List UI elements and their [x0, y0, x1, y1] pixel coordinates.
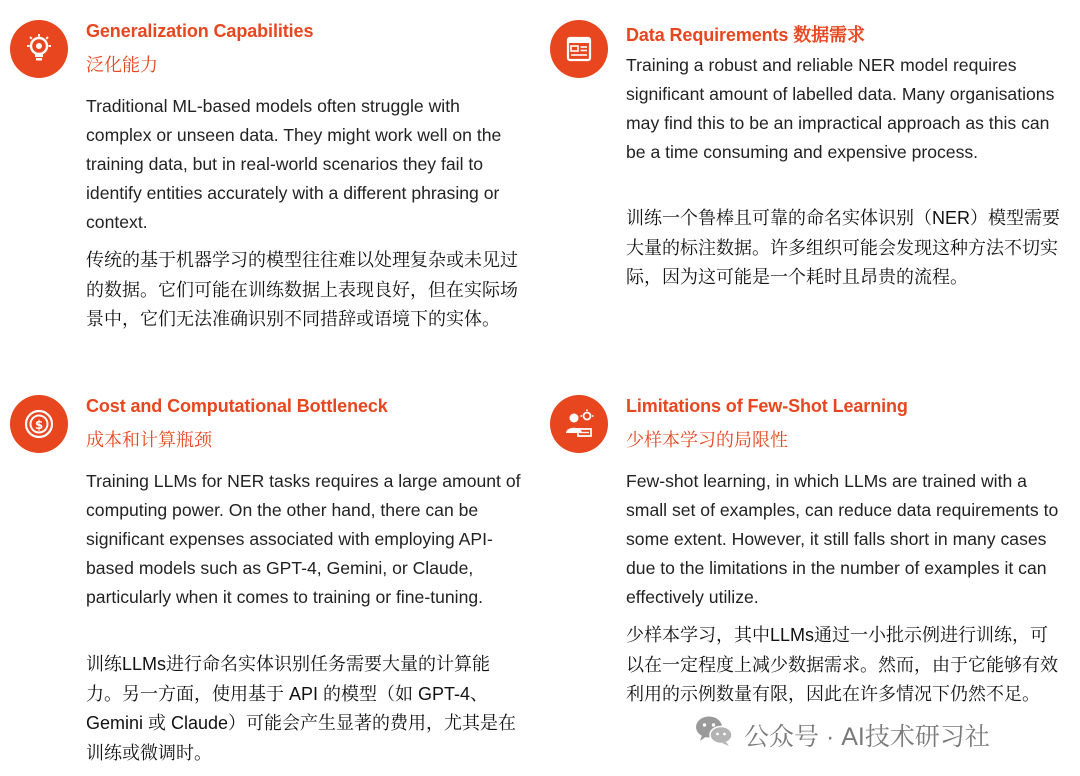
learner-idea-icon [550, 395, 608, 453]
dollar-target-icon [10, 395, 68, 453]
card-body-en: Few-shot learning, in which LLMs are trained with a small set of examples, can reduce data requirements to some extent. However, it still falls short in many cases due to the limitations in the number of examples it can effectively utilize. [626, 471, 1059, 607]
card-title-en: Cost and Computational Bottleneck [86, 396, 388, 416]
card-body-zh: 训练一个鲁棒且可靠的命名实体识别（NER）模型需要大量的标注数据。许多组织可能会发现这种方法不切实际，因为这可能是一个耗时且昂贵的流程。 [626, 208, 1061, 287]
card-body-zh: 少样本学习，其中LLMs通过一小批示例进行训练，可以在一定程度上减少数据需求。然而，由于它能够有效利用的示例数量有限，因此在许多情况下仍然不足。 [626, 625, 1058, 704]
card-body-en: Training a robust and reliable NER model requires significant amount of labelled data. Many organisations may find this to be an impractical approach as this can be a time consuming and expensive process. [626, 55, 1055, 162]
svg-text:$: $ [34, 418, 44, 432]
watermark-text: 公众号 · AI技术研习社 [744, 722, 990, 751]
card-title-zh: 少样本学习的局限性 [626, 430, 788, 450]
card-body-en: Training LLMs for NER tasks requires a large amount of computing power. On the other hand, there can be significant expenses associated with employing API-based models such as GPT-4, Gemini, or Claude, particularly when it comes to training or fine-tuning. [86, 471, 521, 607]
card-title-zh: 泛化能力 [86, 55, 158, 75]
card-body-zh: 训练LLMs进行命名实体识别任务需要大量的计算能力。另一方面，使用基于 API 的模型（如 GPT-4、Gemini 或 Claude）可能会产生显著的费用，尤其是在训练或微调时。 [86, 654, 517, 763]
card-body-zh: 传统的基于机器学习的模型往往难以处理复杂或未见过的数据。它们可能在训练数据上表现良好，但在实际场景中，它们无法准确识别不同措辞或语境下的实体。 [86, 250, 518, 329]
document-data-icon [550, 20, 608, 78]
card-title-zh: 成本和计算瓶颈 [86, 430, 212, 450]
card-title-en: Generalization Capabilities [86, 21, 314, 41]
wechat-icon [694, 714, 734, 755]
card-title-en: Limitations of Few-Shot Learning [626, 396, 908, 416]
card-body-en: Traditional ML-based models often struggle with complex or unseen data. They might work well on the training data, but in real-world scenarios they fail to identify entities accurately with a different phrasing or context. [86, 96, 502, 232]
watermark [694, 714, 990, 755]
lightbulb-gear-icon [10, 20, 68, 78]
card-title-en: Data Requirements 数据需求 [626, 25, 865, 45]
